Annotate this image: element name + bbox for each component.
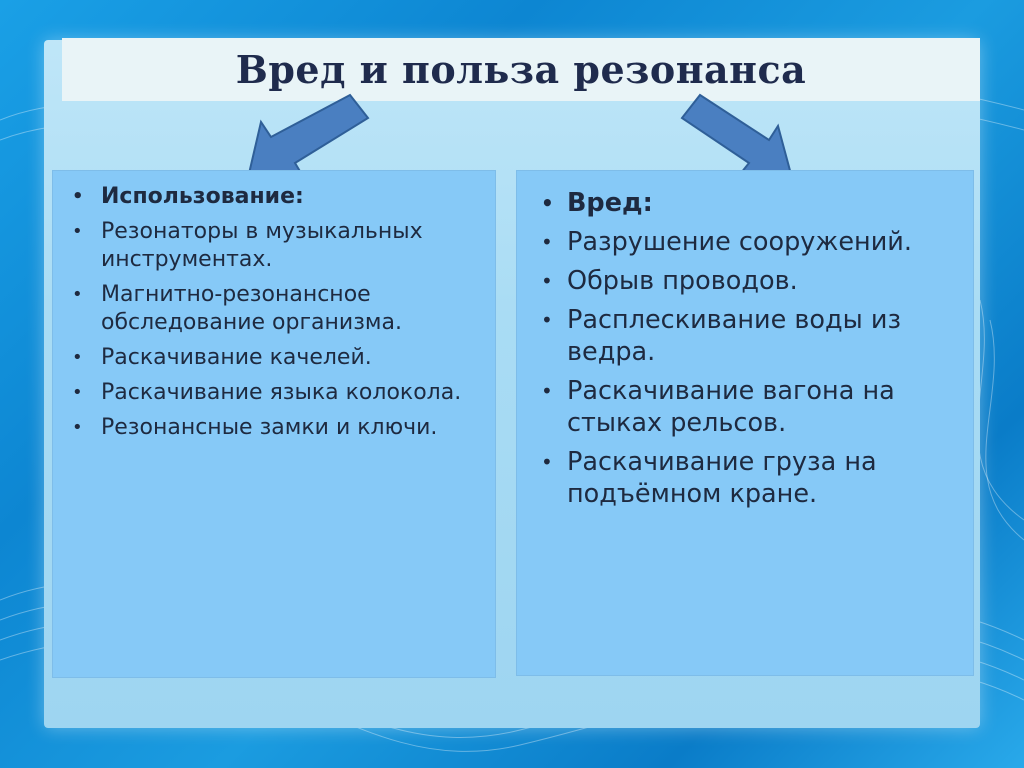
usage-column — [52, 170, 496, 678]
bullet-icon: • — [541, 308, 553, 332]
usage-item: Магнитно-резонансное обследование организма. — [101, 282, 402, 335]
list-item — [535, 304, 955, 368]
bullet-icon: • — [72, 186, 84, 207]
bullet-icon: • — [541, 450, 553, 474]
list-item — [535, 265, 955, 297]
harm-item: Разрушение сооружений. — [567, 227, 912, 257]
list-item — [69, 218, 475, 274]
harm-item: Раскачивание вагона на стыках рельсов. — [567, 376, 895, 438]
harm-list — [535, 187, 955, 510]
title-bar — [62, 38, 980, 101]
bullet-icon: • — [72, 347, 83, 368]
harm-item: Расплескивание воды из ведра. — [567, 305, 902, 367]
bullet-icon: • — [72, 417, 83, 438]
harm-column — [516, 170, 974, 676]
bullet-icon: • — [72, 382, 83, 403]
bullet-icon: • — [541, 269, 553, 293]
list-item — [535, 226, 955, 258]
bullet-icon: • — [541, 230, 553, 254]
list-item — [535, 375, 955, 439]
harm-heading: Вред: — [567, 188, 653, 218]
bullet-icon: • — [72, 221, 83, 242]
bullet-icon: • — [541, 191, 554, 215]
usage-item: Раскачивание языка колокола. — [101, 380, 462, 405]
harm-item: Раскачивание груза на подъёмном кране. — [567, 447, 877, 509]
usage-list — [69, 183, 475, 442]
list-item — [69, 379, 475, 407]
list-item — [69, 414, 475, 442]
list-item — [535, 187, 955, 219]
page-title: Вред и польза резонанса — [235, 47, 807, 92]
list-item — [69, 281, 475, 337]
usage-heading: Использование: — [101, 184, 304, 209]
usage-item: Резонаторы в музыкальных инструментах. — [101, 219, 423, 272]
harm-item: Обрыв проводов. — [567, 266, 798, 296]
list-item — [69, 183, 475, 211]
bullet-icon: • — [72, 284, 83, 305]
bullet-icon: • — [541, 379, 553, 403]
list-item — [69, 344, 475, 372]
list-item — [535, 446, 955, 510]
usage-item: Раскачивание качелей. — [101, 345, 372, 370]
usage-item: Резонансные замки и ключи. — [101, 415, 438, 440]
